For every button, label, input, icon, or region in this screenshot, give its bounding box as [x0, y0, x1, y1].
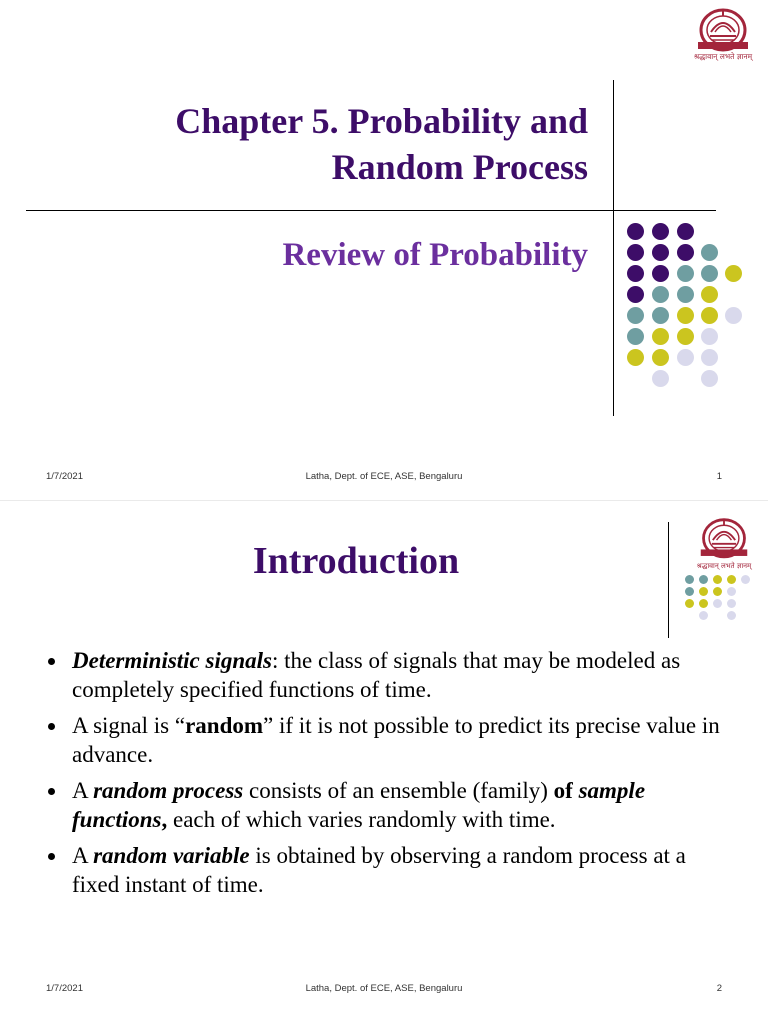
decorative-dot	[652, 307, 669, 324]
decorative-dot	[652, 286, 669, 303]
decorative-dot	[727, 599, 736, 608]
decorative-dot	[677, 307, 694, 324]
decorative-dot	[685, 599, 694, 608]
decorative-dot	[699, 611, 708, 620]
list-item: Deterministic signals: the class of signals that may be modeled as completely specified functions of time.	[46, 646, 736, 704]
decorative-dot	[701, 349, 718, 366]
decorative-dot	[701, 307, 718, 324]
page-title	[60, 98, 588, 190]
footer-date: 1/7/2021	[46, 471, 83, 482]
decorative-dot	[713, 587, 722, 596]
footer-page-number: 2	[716, 983, 722, 994]
title-line-1: Chapter 5. Probability and	[175, 101, 588, 141]
decorative-dot	[701, 286, 718, 303]
decorative-dot	[627, 223, 644, 240]
decorative-dot	[652, 223, 669, 240]
decorative-dot	[713, 599, 722, 608]
list-item: A random process consists of an ensemble (family) of sample functions, each of which varies randomly with time.	[46, 776, 736, 834]
decorative-dot	[627, 286, 644, 303]
slide-1	[0, 0, 768, 500]
list-item: A random variable is obtained by observing a random process at a fixed instant of time.	[46, 841, 736, 899]
bullet-icon	[48, 853, 55, 860]
list-item: A signal is “random” if it is not possible to predict its precise value in advance.	[46, 711, 736, 769]
subtitle: Review of Probability	[282, 237, 588, 273]
decorative-dot	[652, 349, 669, 366]
decorative-dot	[727, 611, 736, 620]
logo-motto: श्रद्धावान् लभते ज्ञानम्	[696, 562, 752, 570]
decorative-dot	[677, 286, 694, 303]
decorative-dot	[677, 328, 694, 345]
vertical-divider	[613, 80, 614, 416]
decorative-dot	[627, 244, 644, 261]
decorative-dot	[627, 307, 644, 324]
decorative-dot	[727, 575, 736, 584]
decorative-dot	[627, 328, 644, 345]
bullet-list	[46, 646, 736, 906]
decorative-dot	[701, 265, 718, 282]
decorative-dot	[627, 349, 644, 366]
decorative-dot	[677, 244, 694, 261]
footer-date: 1/7/2021	[46, 983, 83, 994]
decorative-dot	[727, 587, 736, 596]
decorative-dot	[699, 587, 708, 596]
title-line-2: Random Process	[331, 147, 588, 187]
decorative-dot	[652, 265, 669, 282]
footer-author: Latha, Dept. of ECE, ASE, Bengaluru	[305, 983, 463, 994]
decorative-dot	[677, 265, 694, 282]
decorative-dot	[701, 328, 718, 345]
bullet-icon	[48, 788, 55, 795]
decorative-dot	[713, 575, 722, 584]
footer-author: Latha, Dept. of ECE, ASE, Bengaluru	[305, 471, 463, 482]
decorative-dot	[627, 265, 644, 282]
slide-title: Introduction	[252, 540, 460, 582]
bullet-icon	[48, 723, 55, 730]
decorative-dot	[685, 587, 694, 596]
footer-page-number: 1	[716, 471, 722, 482]
decorative-dot	[725, 265, 742, 282]
decorative-dot	[652, 328, 669, 345]
bullet-icon	[48, 658, 55, 665]
decorative-dot	[701, 244, 718, 261]
decorative-dot	[741, 575, 750, 584]
decorative-dot	[652, 370, 669, 387]
decorative-dot	[677, 223, 694, 240]
decorative-dot	[677, 349, 694, 366]
logo-motto: श्रद्धावान् लभते ज्ञानम्	[693, 52, 753, 61]
decorative-dot	[699, 599, 708, 608]
decorative-dot	[725, 307, 742, 324]
decorative-dot	[701, 370, 718, 387]
decorative-dot	[652, 244, 669, 261]
